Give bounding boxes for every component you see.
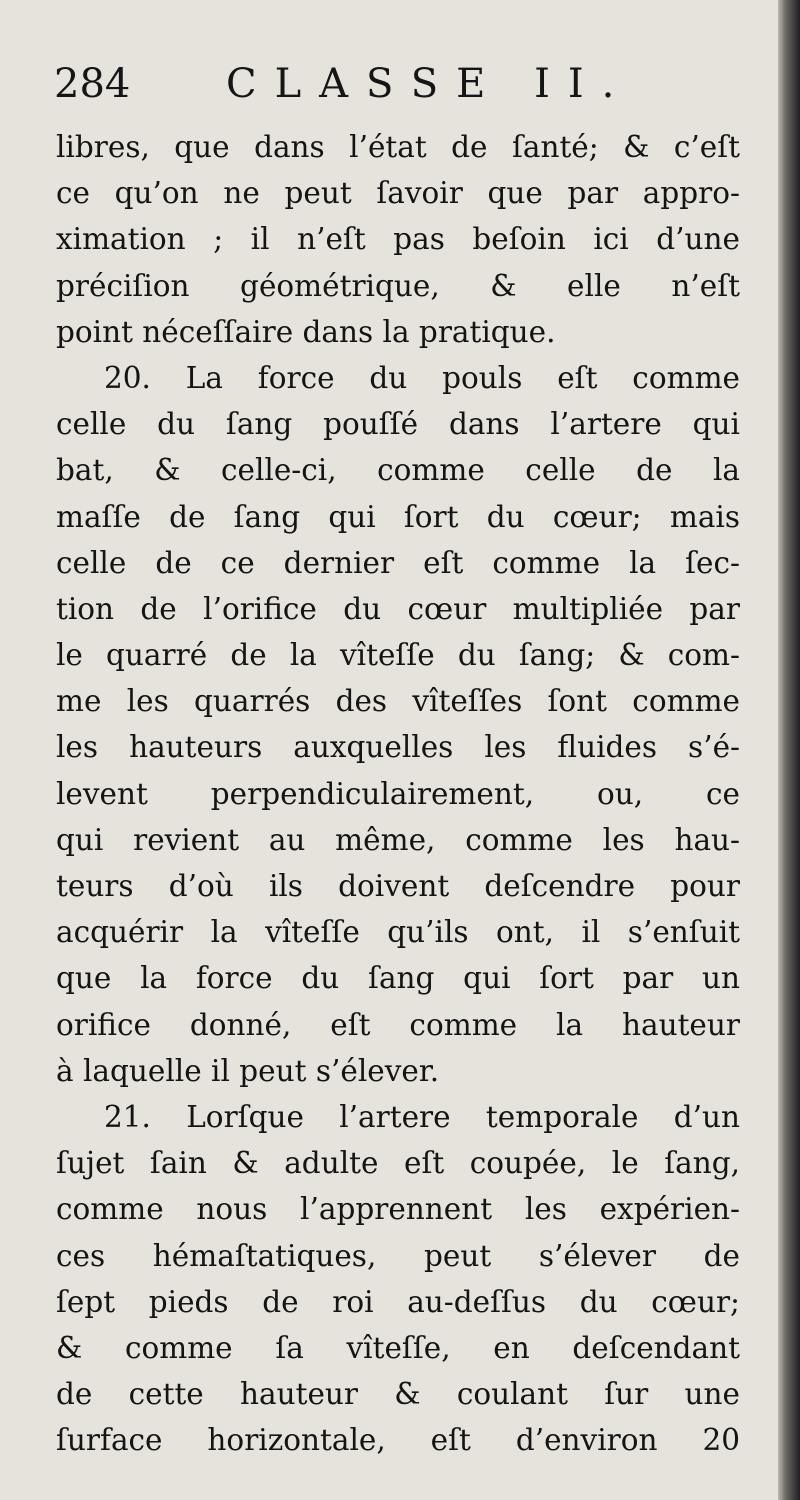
- text-line: les hauteurs auxquelles les fluides s’é-: [56, 730, 740, 765]
- text-line: point néceſſaire dans la pratique.: [56, 314, 556, 349]
- text-line: me les quarrés des vîteſſes ſont comme: [56, 684, 740, 719]
- text-line: bat, & celle-ci, comme celle de la: [56, 453, 740, 488]
- text-line: celle du ſang pouſſé dans l’artere qui: [56, 407, 740, 442]
- text-line: & comme ſa vîteſſe, en deſcendant: [56, 1330, 740, 1365]
- text-line: ſept pieds de roi au-deſſus du cœur;: [56, 1284, 740, 1319]
- text-line: maſſe de ſang qui ſort du cœur; mais: [56, 499, 740, 534]
- text-line: le quarré de la vîteſſe du ſang; & com-: [56, 638, 740, 673]
- text-line: comme nous l’apprennent les expérien-: [56, 1192, 740, 1227]
- text-line: orifice donné, eſt comme la hauteur: [56, 1007, 740, 1042]
- page-edge-shadow: [778, 0, 800, 1500]
- body-text: [56, 124, 740, 1463]
- text-line: qui revient au même, comme les hau-: [56, 822, 740, 857]
- text-line: acquérir la vîteſſe qu’ils ont, il s’enſuit: [56, 915, 740, 950]
- text-line: de cette hauteur & coulant ſur une: [56, 1377, 740, 1412]
- text-line: ſurface horizontale, eſt d’environ 20: [56, 1423, 740, 1458]
- text-line: ſujet ſain & adulte eſt coupée, le ſang,: [56, 1146, 740, 1181]
- text-line: libres, que dans l’état de ſanté; & c’eſt: [56, 130, 740, 164]
- text-line: levent perpendiculairement, ou, ce: [56, 776, 740, 811]
- text-line: préciſion géométrique, & elle n’eſt: [56, 268, 740, 303]
- paragraph-20-start: 20. La force du pouls eſt comme: [104, 360, 740, 395]
- page-number: 284: [54, 61, 131, 107]
- text-line: à laquelle il peut s’élever.: [56, 1053, 440, 1088]
- running-head: CLASSE II.: [226, 61, 633, 107]
- text-line: teurs d’où ils doivent deſcendre pour: [56, 869, 740, 903]
- text-line: ximation ; il n’eſt pas beſoin ici d’une: [56, 222, 740, 257]
- paragraph-21-start: 21. Lorſque l’artere temporale d’un: [104, 1099, 740, 1134]
- text-line: ce qu’on ne peut ſavoir que par appro-: [56, 176, 740, 211]
- text-line: tion de l’orifice du cœur multipliée par: [56, 591, 740, 626]
- text-line: ces hémaſtatiques, peut s’élever de: [56, 1238, 740, 1273]
- text-line: celle de ce dernier eſt comme la ſec-: [56, 545, 740, 580]
- text-line: que la force du ſang qui ſort par un: [56, 961, 740, 996]
- page-header: [54, 56, 754, 112]
